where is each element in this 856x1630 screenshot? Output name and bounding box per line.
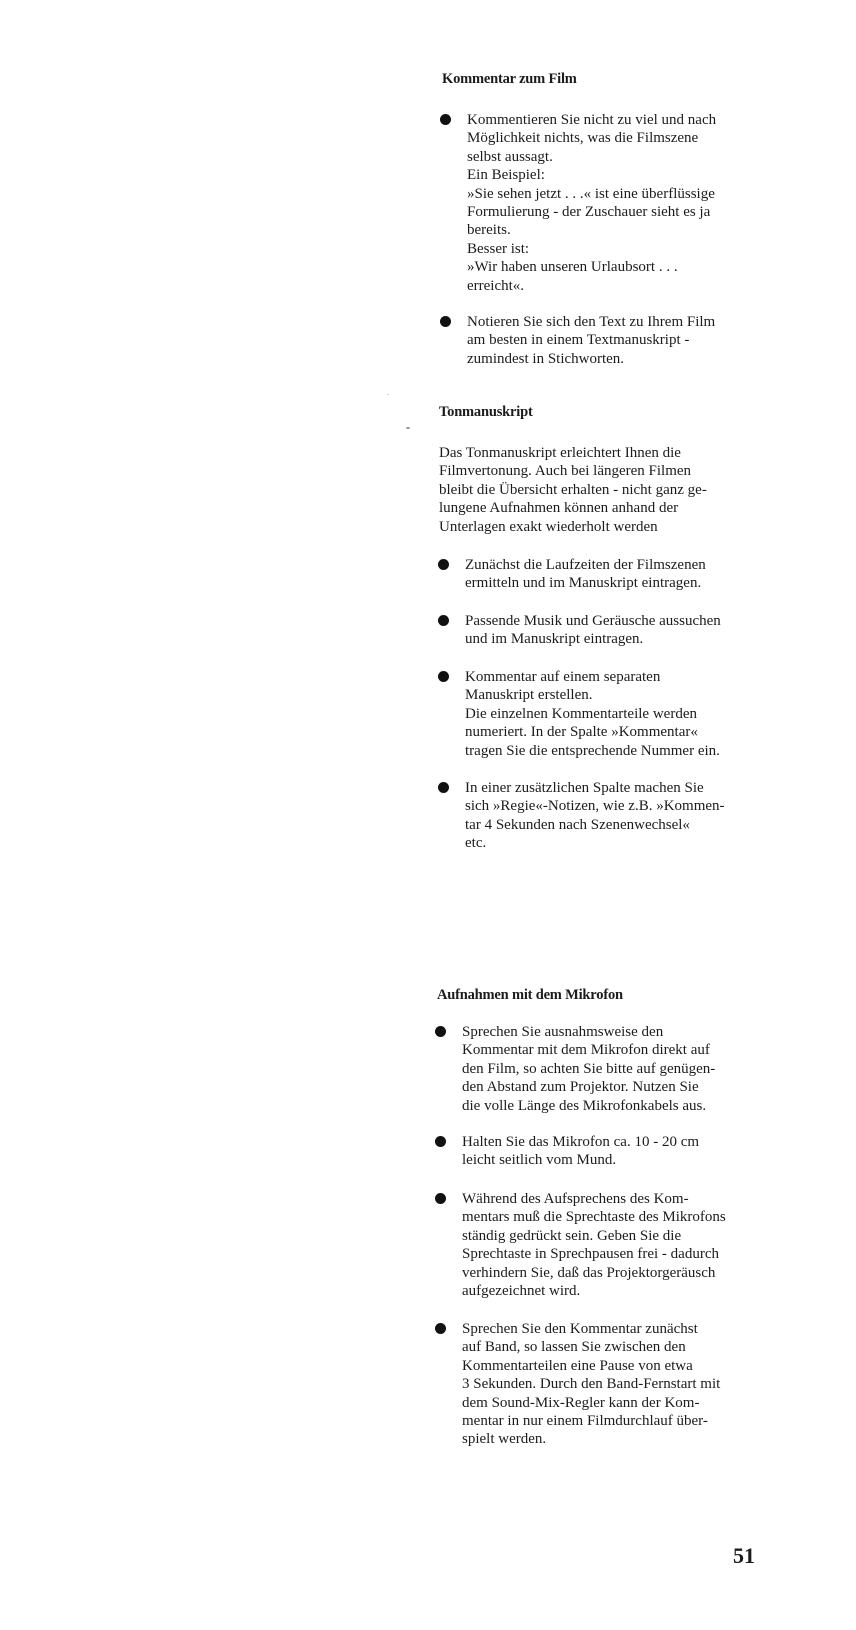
text-line: Kommentar auf einem separaten	[465, 669, 661, 685]
list-item	[435, 1023, 715, 1115]
text-line: 3 Sekunden. Durch den Band-Fernstart mit	[462, 1376, 721, 1393]
text-line: ständig gedrückt sein. Geben Sie die	[462, 1227, 682, 1244]
section-heading-tonmanuskript: Tonmanuskript	[439, 404, 533, 420]
bullet-icon	[435, 1136, 446, 1147]
list-item	[435, 1190, 726, 1300]
text-line: etc.	[465, 835, 487, 852]
list-item	[438, 556, 706, 593]
text-line: verhindern Sie, daß das Projektorgeräusch	[462, 1264, 716, 1281]
text-line: Manuskript erstellen.	[465, 687, 593, 704]
scan-speck	[387, 394, 389, 395]
text-line: am besten in einem Textmanuskript -	[467, 332, 690, 349]
text-line: Kommentieren Sie nicht zu viel und nach	[467, 112, 717, 128]
text-line: ermitteln und im Manuskript eintragen.	[465, 575, 702, 592]
text-line: sich »Regie«-Notizen, wie z.B. »Kommen-	[465, 798, 725, 815]
bullet-icon	[435, 1323, 446, 1334]
text-line: Unterlagen exakt wiederholt werden	[439, 518, 658, 535]
list-item	[435, 1320, 720, 1449]
list-item	[440, 111, 716, 295]
text-line: Sprechen Sie ausnahmsweise den	[462, 1024, 664, 1040]
bullet-icon	[438, 782, 449, 793]
intro-paragraph	[439, 444, 707, 536]
text-line: tar 4 Sekunden nach Szenenwechsel«	[465, 816, 690, 833]
section-heading-kommentar: Kommentar zum Film	[442, 71, 577, 87]
text-line: Die einzelnen Kommentarteile werden	[465, 705, 697, 722]
bullet-icon	[435, 1026, 446, 1037]
text-line: »Wir haben unseren Urlaubsort . . .	[467, 259, 678, 276]
text-line: und im Manuskript eintragen.	[465, 631, 644, 648]
text-line: den Abstand zum Projektor. Nutzen Sie	[462, 1079, 699, 1096]
list-item	[440, 313, 715, 368]
text-line: numeriert. In der Spalte »Kommentar«	[465, 724, 698, 741]
text-line: Während des Aufsprechens des Kom-	[462, 1191, 689, 1207]
text-line: erreicht«.	[467, 277, 525, 294]
text-line: Besser ist:	[467, 240, 530, 257]
text-line: Passende Musik und Geräusche aussuchen	[465, 613, 721, 629]
text-line: Zunächst die Laufzeiten der Filmszenen	[465, 557, 706, 573]
text-line: tragen Sie die entsprechende Nummer ein.	[465, 742, 720, 759]
text-line: Filmvertonung. Auch bei längeren Filmen	[439, 463, 692, 480]
text-line: dem Sound-Mix-Regler kann der Kom-	[462, 1394, 700, 1411]
text-line: selbst aussagt.	[467, 148, 553, 165]
text-line: lungene Aufnahmen können anhand der	[439, 500, 679, 517]
section-heading-mikrofon: Aufnahmen mit dem Mikrofon	[437, 987, 623, 1003]
text-line: mentars muß die Sprechtaste des Mikrofons	[462, 1209, 726, 1226]
list-item	[435, 1133, 699, 1170]
text-line: In einer zusätzlichen Spalte machen Sie	[465, 780, 704, 796]
bullet-icon	[438, 559, 449, 570]
text-line: Kommentarteilen eine Pause von etwa	[462, 1357, 693, 1374]
bullet-icon	[440, 316, 451, 327]
text-line: Sprechtaste in Sprechpausen frei - dadurch	[462, 1246, 719, 1263]
text-line: Sprechen Sie den Kommentar zunächst	[462, 1321, 698, 1337]
bullet-icon	[438, 615, 449, 626]
list-item	[438, 668, 720, 760]
list-item	[438, 612, 721, 649]
text-line: Das Tonmanuskript erleichtert Ihnen die	[439, 445, 681, 461]
bullet-icon	[438, 671, 449, 682]
text-line: die volle Länge des Mikrofonkabels aus.	[462, 1097, 707, 1114]
bullet-icon	[440, 114, 451, 125]
text-line: Ein Beispiel:	[467, 167, 545, 184]
text-line: bleibt die Übersicht erhalten - nicht ganz ge-	[439, 481, 707, 498]
bullet-icon	[435, 1193, 446, 1204]
text-line: Kommentar mit dem Mikrofon direkt auf	[462, 1042, 710, 1059]
text-line: Formulierung - der Zuschauer sieht es ja	[467, 204, 711, 221]
text-line: leicht seitlich vom Mund.	[462, 1152, 617, 1169]
text-line: Halten Sie das Mikrofon ca. 10 - 20 cm	[462, 1134, 700, 1150]
text-line: bereits.	[467, 222, 511, 239]
text-line: mentar in nur einem Filmdurchlauf über-	[462, 1413, 708, 1430]
text-line: aufgezeichnet wird.	[462, 1283, 581, 1300]
text-line: Möglichkeit nichts, was die Filmszene	[467, 130, 699, 147]
text-line: Notieren Sie sich den Text zu Ihrem Film	[467, 314, 716, 330]
text-line: spielt werden.	[462, 1431, 547, 1448]
text-line: zumindest in Stichworten.	[467, 350, 625, 367]
scan-speck	[406, 427, 410, 429]
list-item	[438, 779, 725, 853]
page-number: 51	[733, 1543, 755, 1568]
text-line: den Film, so achten Sie bitte auf genügen-	[462, 1060, 716, 1077]
text-line: »Sie sehen jetzt . . .« ist eine überflüssige	[467, 185, 715, 202]
text-line: auf Band, so lassen Sie zwischen den	[462, 1339, 686, 1356]
